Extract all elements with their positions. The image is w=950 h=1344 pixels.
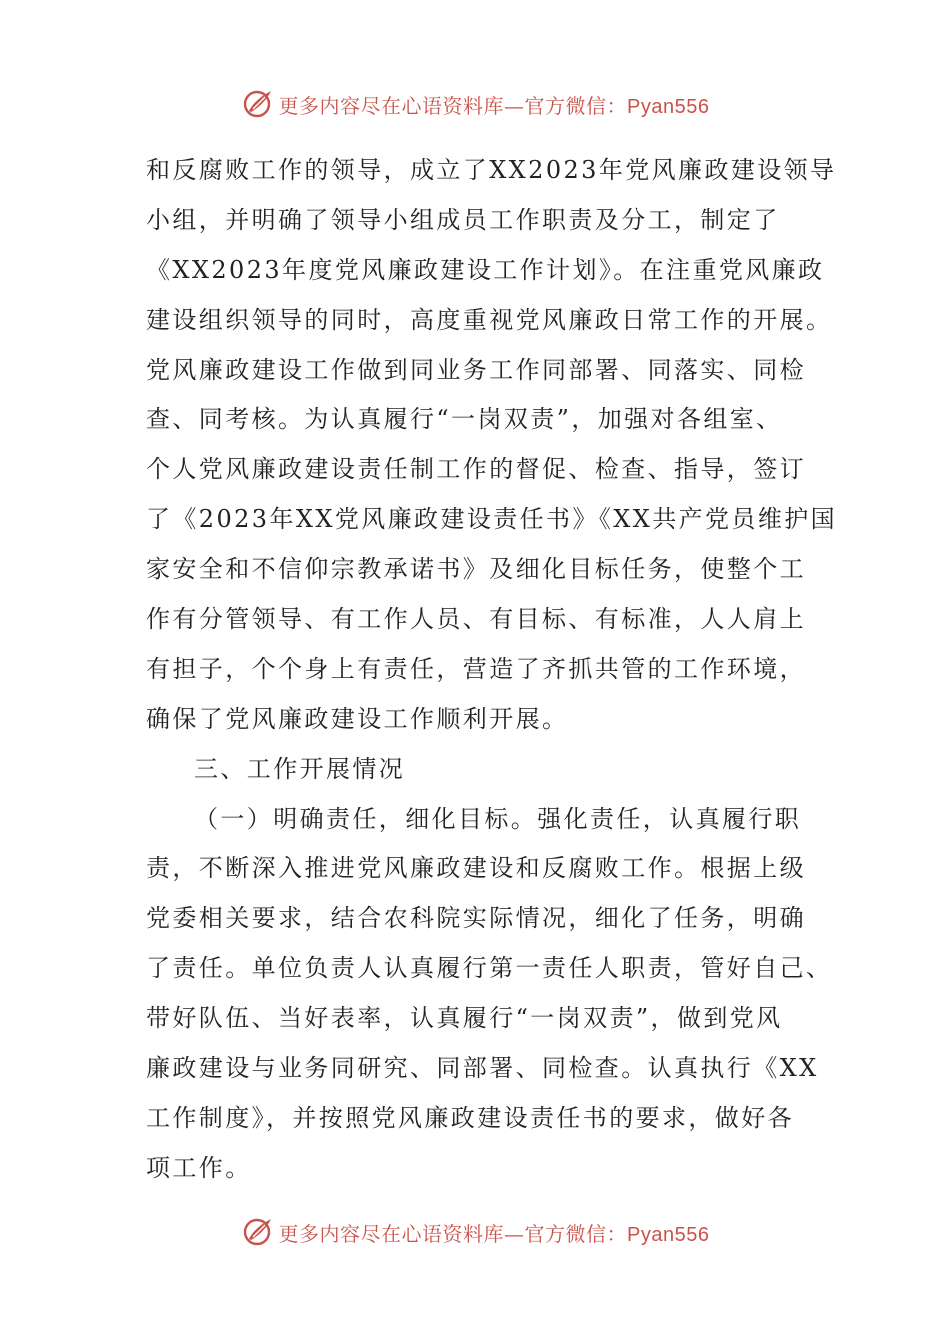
document-body (146, 146, 838, 1194)
text-line: 工作制度》，并按照党风廉政建设责任书的要求，做好各 (146, 1103, 794, 1132)
section-heading: 三、工作开展情况 (194, 754, 406, 783)
text-line: 个人党风廉政建设责任制工作的督促、检查、指导，签订 (146, 455, 806, 484)
text-line: 查、同考核。为认真履行“一岗双责”，加强对各组室、 (146, 405, 783, 434)
text-line: 和反腐败工作的领导，成立了XX2023年党风廉政建设领导 (146, 156, 837, 184)
text-line: 家安全和不信仰宗教承诺书》及细化目标任务，使整个工 (146, 555, 806, 584)
text-line: 了《2023年XX党风廉政建设责任书》《XX共产党员维护国 (146, 505, 838, 534)
watermark-text (279, 1218, 710, 1247)
text-line: 确保了党风廉政建设工作顺利开展。 (146, 704, 569, 733)
text-line: （一）明确责任，细化目标。强化责任，认真履行职 (194, 804, 802, 833)
text-line: 带好队伍、当好表率，认真履行“一岗双责”，做到党风 (146, 1004, 783, 1033)
text-line: 廉政建设与业务同研究、同部署、同检查。认真执行《XX (146, 1054, 819, 1083)
watermark-label: 更多内容尽在心语资料库—官方微信： (278, 93, 628, 118)
text-line: 作有分管领导、有工作人员、有目标、有标准，人人肩上 (146, 605, 806, 634)
watermark-handle: Pyan556 (627, 1223, 710, 1246)
watermark-header (0, 84, 950, 124)
quill-logo-icon (241, 1215, 275, 1249)
text-line: 党委相关要求，结合农科院实际情况，细化了任务，明确 (146, 904, 806, 933)
text-line: 党风廉政建设工作做到同业务工作同部署、同落实、同检 (146, 355, 806, 384)
watermark-footer (0, 1212, 950, 1252)
watermark-text (279, 90, 710, 119)
quill-logo-icon (241, 87, 275, 121)
text-line: 小组，并明确了领导小组成员工作职责及分工，制定了 (146, 205, 780, 234)
text-line: 了责任。单位负责人认真履行第一责任人职责，管好自己、 (146, 954, 833, 983)
text-line: 《XX2023年度党风廉政建设工作计划》。在注重党风廉政 (146, 255, 825, 284)
text-line: 建设组织领导的同时，高度重视党风廉政日常工作的开展。 (146, 305, 833, 334)
text-line: 责，不断深入推进党风廉政建设和反腐败工作。根据上级 (146, 854, 806, 883)
watermark-handle: Pyan556 (627, 95, 710, 118)
text-line: 项工作。 (146, 1153, 252, 1182)
text-line: 有担子，个个身上有责任，营造了齐抓共管的工作环境， (146, 654, 806, 683)
watermark-label: 更多内容尽在心语资料库—官方微信： (278, 1221, 628, 1246)
